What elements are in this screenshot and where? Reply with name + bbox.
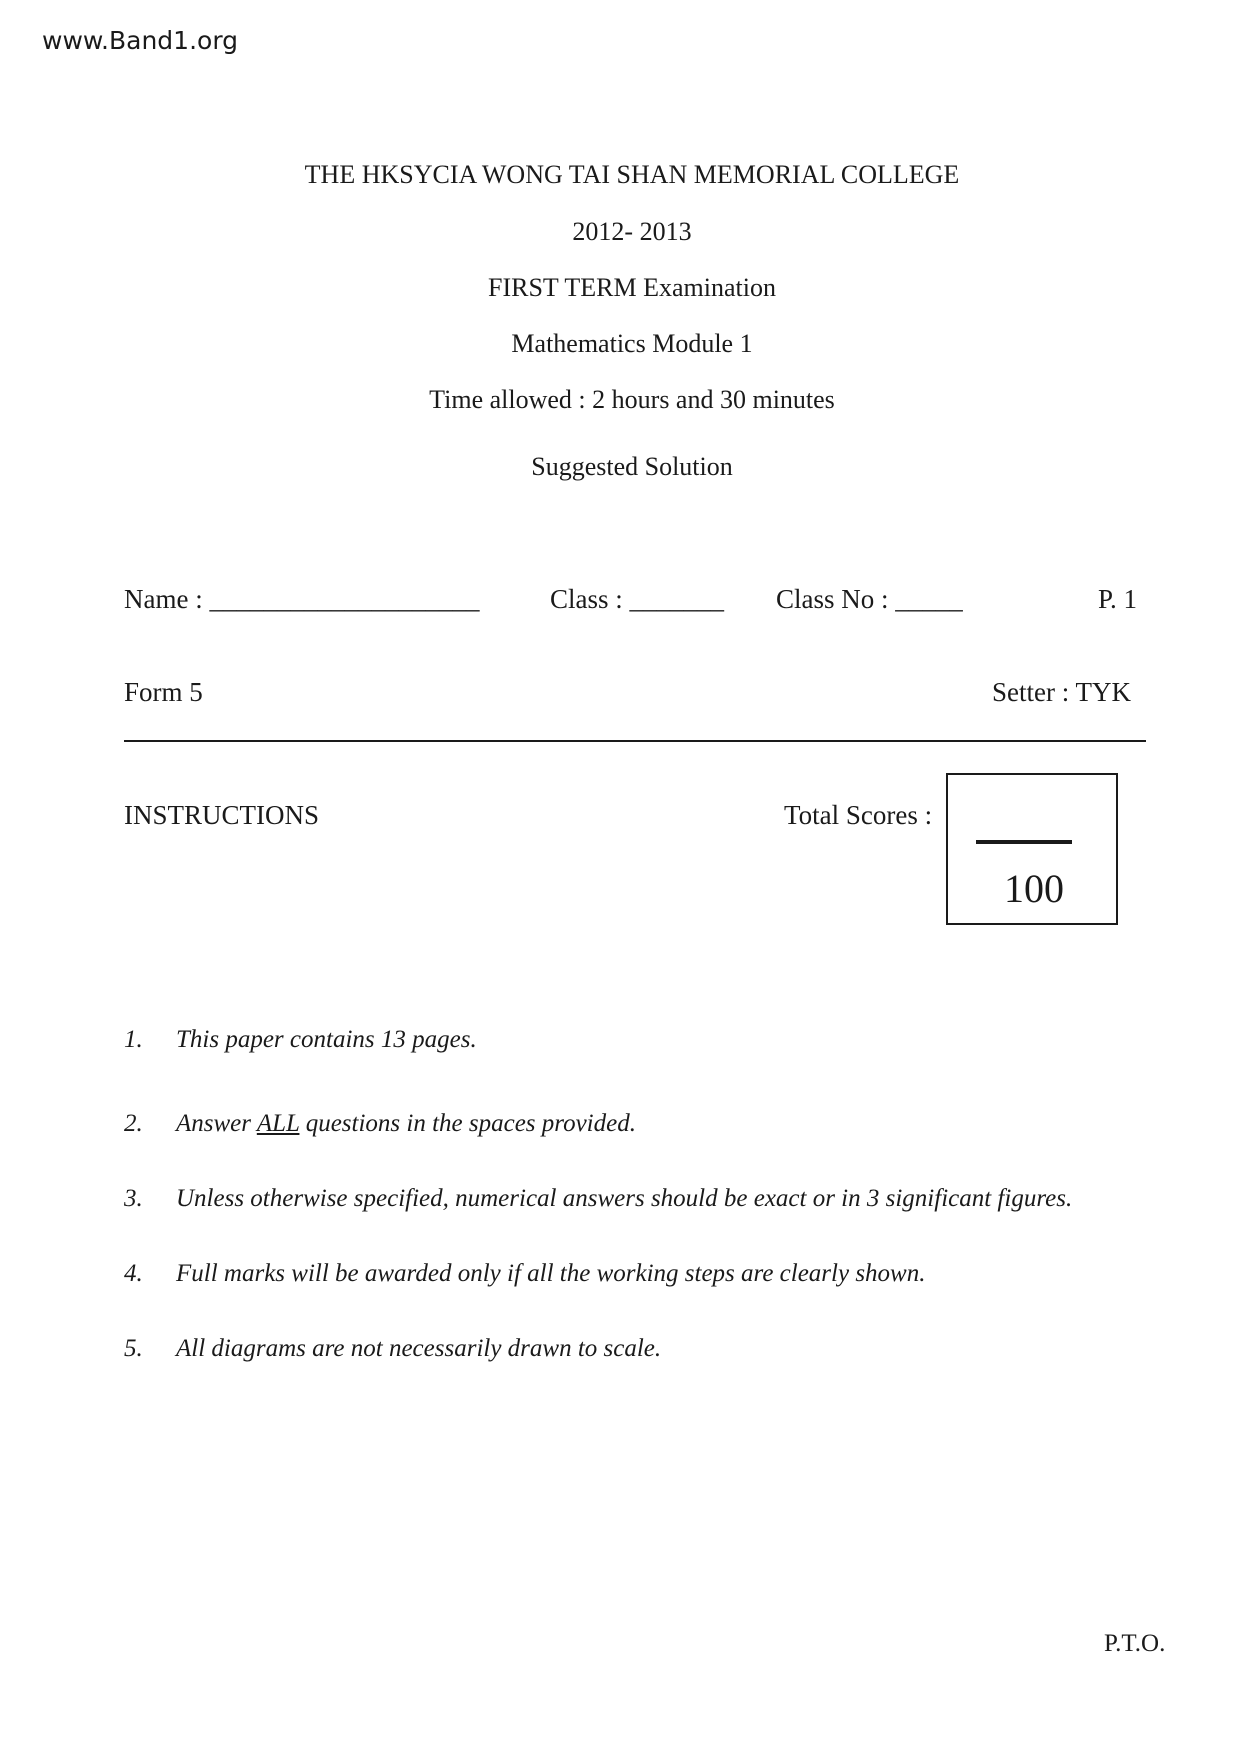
watermark-url: www.Band1.org xyxy=(42,26,239,55)
instruction-number: 5. xyxy=(124,1335,143,1362)
please-turn-over: P.T.O. xyxy=(1104,1630,1166,1657)
header-divider xyxy=(124,740,1146,742)
instruction-item xyxy=(124,1185,1072,1213)
instruction-number: 1. xyxy=(124,1026,143,1053)
instruction-text: Unless otherwise specified, numerical answers should be exact or in 3 significant figures. xyxy=(176,1185,1073,1212)
instruction-item xyxy=(124,1335,661,1363)
instruction-text: Full marks will be awarded only if all the working steps are clearly shown. xyxy=(176,1260,926,1287)
academic-year: 2012- 2013 xyxy=(572,217,692,246)
name-field: Name : ____________________ xyxy=(124,584,480,614)
total-scores-label: Total Scores : xyxy=(784,800,933,830)
subject-title: Mathematics Module 1 xyxy=(511,329,753,358)
instruction-number: 2. xyxy=(124,1110,143,1137)
instruction-item xyxy=(124,1110,636,1138)
instruction-item xyxy=(124,1026,477,1054)
instruction-text-pre: Answer xyxy=(176,1110,257,1137)
instruction-text: All diagrams are not necessarily drawn to scale. xyxy=(176,1335,662,1362)
score-blank-line xyxy=(976,840,1072,844)
instruction-number: 4. xyxy=(124,1260,143,1287)
total-scores-max: 100 xyxy=(1004,866,1064,911)
page-number: P. 1 xyxy=(1098,584,1138,614)
time-allowed: Time allowed : 2 hours and 30 minutes xyxy=(429,385,835,414)
form-label: Form 5 xyxy=(124,677,203,707)
instruction-item xyxy=(124,1260,925,1288)
setter-label: Setter : TYK xyxy=(992,677,1131,707)
instruction-number: 3. xyxy=(124,1185,143,1212)
class-no-field: Class No : _____ xyxy=(776,584,963,614)
class-field: Class : _______ xyxy=(550,584,725,614)
instructions-heading: INSTRUCTIONS xyxy=(124,800,320,830)
instruction-text: This paper contains 13 pages. xyxy=(176,1026,477,1053)
exam-title: FIRST TERM Examination xyxy=(488,273,776,302)
school-name: THE HKSYCIA WONG TAI SHAN MEMORIAL COLLEGE xyxy=(304,160,960,189)
instruction-emphasis: ALL xyxy=(256,1110,300,1137)
instruction-text-post: questions in the spaces provided. xyxy=(299,1110,636,1137)
total-scores-box xyxy=(946,773,1118,925)
document-type: Suggested Solution xyxy=(531,452,733,481)
